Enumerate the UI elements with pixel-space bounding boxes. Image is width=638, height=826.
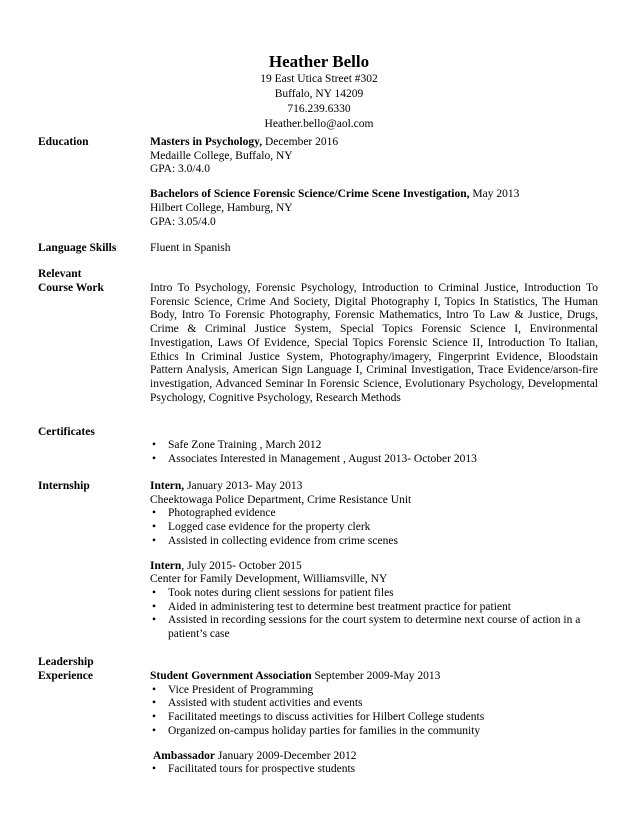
leadership-label-line-2: Experience (38, 669, 93, 682)
list-item: • Assisted with student activities and events (150, 697, 598, 711)
school-name: Medaille College, Buffalo, NY (150, 149, 293, 162)
list-item: • Facilitated tours for prospective students (150, 763, 598, 777)
role-date: January 2009-December 2012 (214, 749, 357, 762)
list-item: • Assisted in recording sessions for the court system to determine next course of action in a patient’s case (150, 614, 598, 641)
address-line-1: 19 East Utica Street #302 (260, 73, 378, 85)
certificates-content (150, 439, 598, 466)
leadership-label (38, 656, 143, 683)
internship-entry (150, 560, 598, 642)
organization-name: Center for Family Development, Williamsville, NY (150, 573, 388, 586)
position-title: Intern (150, 559, 182, 572)
internship-content (150, 480, 598, 642)
school-name: Hilbert College, Hamburg, NY (150, 201, 293, 214)
duties-list (150, 507, 598, 548)
duties-list (150, 684, 598, 739)
education-entry (150, 136, 598, 177)
list-item: • Photographed evidence (150, 507, 598, 521)
list-item: • Facilitated meetings to discuss activities for Hilbert College students (150, 711, 598, 725)
internship-label: Internship (38, 480, 90, 492)
degree-title: Bachelors of Science Forensic Science/Crime Scene Investigation, (150, 188, 470, 201)
role-title: Student Government Association (150, 670, 312, 682)
list-item: • Aided in administering test to determine best treatment practice for patient (150, 601, 598, 615)
role-date: September 2009-May 2013 (311, 670, 441, 682)
position-title: Intern, (150, 480, 185, 492)
gpa: GPA: 3.05/4.0 (150, 215, 216, 228)
leadership-entry (150, 750, 598, 777)
resume-header (0, 52, 638, 132)
language-text: Fluent in Spanish (150, 242, 231, 254)
coursework-label (38, 268, 143, 295)
email-address: Heather.bello@aol.com (264, 118, 374, 130)
list-item: • Logged case evidence for the property clerk (150, 521, 598, 535)
list-item: • Vice President of Programming (150, 684, 598, 698)
address-line-2: Buffalo, NY 14209 (274, 88, 364, 100)
phone-number: 716.239.6330 (287, 103, 351, 115)
list-item: • Organized on-campus holiday parties for families in the community (150, 725, 598, 739)
education-label: Education (38, 136, 89, 148)
leadership-entry (150, 670, 598, 739)
language-label: Language Skills (38, 242, 117, 254)
duties-list (150, 763, 598, 777)
degree-date: December 2016 (262, 136, 339, 148)
gpa: GPA: 3.0/4.0 (150, 163, 210, 176)
degree-date: May 2013 (469, 188, 520, 201)
leadership-label-line-1: Leadership (38, 656, 94, 668)
position-date: , July 2015- October 2015 (181, 559, 302, 572)
candidate-name: Heather Bello (268, 52, 370, 71)
list-item: • Took notes during client sessions for patient files (150, 587, 598, 601)
degree-title: Masters in Psychology, (150, 136, 263, 148)
list-item: • Associates Interested in Management , August 2013- October 2013 (150, 453, 598, 467)
coursework-label-line-2: Course Work (38, 281, 104, 294)
role-title: Ambassador (153, 749, 215, 762)
certificates-list (150, 439, 598, 466)
internship-entry (150, 480, 598, 549)
list-item: • Safe Zone Training , March 2012 (150, 439, 598, 453)
leadership-content (150, 670, 598, 777)
coursework-text: Intro To Psychology, Forensic Psychology, Introduction to Criminal Justice, Introduction To Forensic Science, Crime And Society, Digital Photography I, Topics In Statistics, The Human Body, Intro To Forensic Photography, Forensic Mathematics, Intro To Law & Justice, Drugs, Crime & Criminal Justice System, Special Topics Forensic Science I, Environmental Investigation, Laws Of Evidence, Special Topics Forensic Science II, Introduction To Italian, Ethics In Criminal Justice System, Photography/imagery, Fingerprint Evidence, Bloodstain Pattern Analysis, American Sign Language I, Criminal Investigation, Trace Evidence/arson-fire investigation, Advanced Seminar In Forensic Science, Evolutionary Psychology, Developmental Psychology, Cognitive Psychology, Research Methods (150, 282, 598, 404)
position-date: January 2013- May 2013 (184, 480, 303, 492)
education-content (150, 136, 598, 229)
duties-list (150, 587, 598, 642)
organization-name: Cheektowaga Police Department, Crime Resistance Unit (150, 493, 412, 506)
education-entry (150, 188, 598, 229)
list-item: • Assisted in collecting evidence from crime scenes (150, 535, 598, 549)
coursework-label-line-1: Relevant (38, 268, 82, 280)
certificates-label: Certificates (38, 426, 95, 438)
